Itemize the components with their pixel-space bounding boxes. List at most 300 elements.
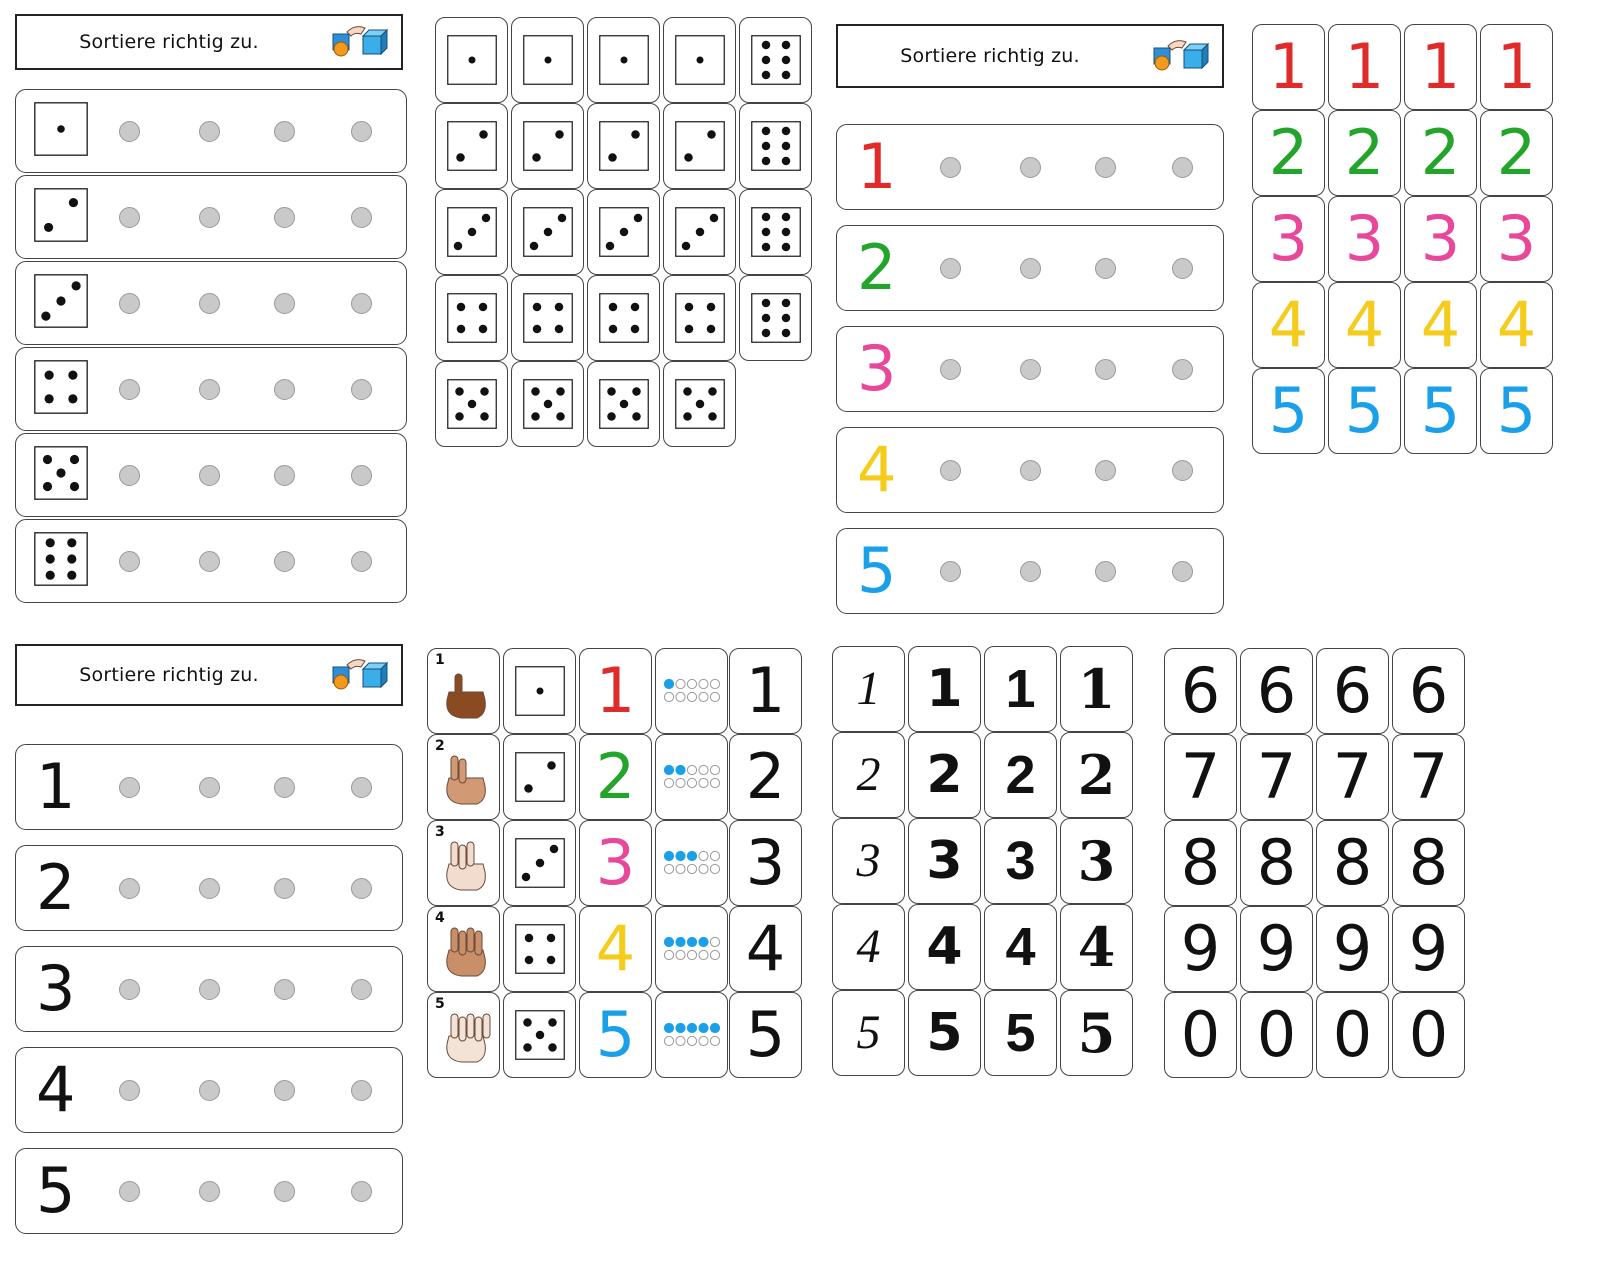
die-pip <box>708 387 717 396</box>
die-6-icon <box>751 207 801 257</box>
die-pip <box>781 314 790 323</box>
finger-card[interactable] <box>427 820 500 906</box>
handwriting-number-card[interactable] <box>984 904 1057 990</box>
colored-number-card[interactable] <box>1328 196 1401 282</box>
die-pip <box>548 1018 557 1027</box>
slot-circle[interactable] <box>940 258 961 279</box>
die-pip <box>781 41 790 50</box>
slot-circle[interactable] <box>199 878 220 899</box>
slot-circle[interactable] <box>199 777 220 798</box>
ten-frame-dot <box>687 950 696 959</box>
colored-number-card[interactable] <box>579 992 652 1078</box>
slot-circle[interactable] <box>119 293 140 314</box>
finger-count: 1 <box>435 652 445 668</box>
slot-circle[interactable] <box>119 207 140 228</box>
slot-circle[interactable] <box>274 979 295 1000</box>
die-pip <box>453 242 462 251</box>
colored-number-card[interactable] <box>1404 196 1477 282</box>
slot-circle[interactable] <box>351 878 372 899</box>
card-number: 1 <box>1268 30 1309 103</box>
handwriting-number-card[interactable] <box>984 990 1057 1076</box>
slot-circle[interactable] <box>351 207 372 228</box>
colored-number-card[interactable] <box>1480 110 1553 196</box>
plain-number-card[interactable] <box>729 992 802 1078</box>
slot-circle[interactable] <box>119 777 140 798</box>
die-pip <box>549 845 558 854</box>
die-5-icon <box>675 379 725 429</box>
hand-5-fingers-icon <box>433 1004 495 1066</box>
slot-circle[interactable] <box>940 460 961 481</box>
blocks-icon-graphic <box>1148 34 1212 74</box>
die-2-icon <box>515 752 565 802</box>
ten-frame-card[interactable] <box>655 648 728 734</box>
colored-number-card[interactable] <box>1480 24 1553 110</box>
slot-circle[interactable] <box>1172 561 1193 582</box>
die-pip <box>72 281 81 290</box>
dice-row-4[interactable] <box>15 347 407 431</box>
die-pip <box>761 243 770 252</box>
slot-circle[interactable] <box>274 777 295 798</box>
number-card-9[interactable] <box>1164 906 1237 992</box>
slot-circle[interactable] <box>119 551 140 572</box>
handwriting-number-card[interactable] <box>908 732 981 818</box>
row-number: 3 <box>857 332 897 405</box>
slot-circle[interactable] <box>119 1080 140 1101</box>
colored-number-card[interactable] <box>1480 368 1553 454</box>
die-pip <box>607 412 616 421</box>
slot-circle[interactable] <box>199 1181 220 1202</box>
die-1-icon <box>599 35 649 85</box>
plain-row-3[interactable] <box>15 946 403 1032</box>
hand-1-fingers-icon <box>433 660 495 722</box>
handwriting-number-card[interactable] <box>984 818 1057 904</box>
slot-circle[interactable] <box>199 293 220 314</box>
slot-circle[interactable] <box>1020 157 1041 178</box>
handwriting-number-card[interactable] <box>984 646 1057 732</box>
hand-placing-blocks-icon <box>327 653 391 697</box>
die-card[interactable] <box>503 648 576 734</box>
die-card-6[interactable] <box>739 17 812 103</box>
slot-circle[interactable] <box>1095 258 1116 279</box>
card-number: 5 <box>856 1006 881 1059</box>
die-card[interactable] <box>503 992 576 1078</box>
die-card-2[interactable] <box>663 103 736 189</box>
card-number: 5 <box>1005 1003 1036 1063</box>
handwriting-number-card[interactable] <box>832 646 905 732</box>
slot-circle[interactable] <box>351 293 372 314</box>
die-card-2[interactable] <box>587 103 660 189</box>
card-number: 5 <box>745 998 786 1071</box>
slot-circle[interactable] <box>119 1181 140 1202</box>
colored-row-5[interactable] <box>836 528 1224 614</box>
die-card-5[interactable] <box>511 361 584 447</box>
handwriting-number-card[interactable] <box>1060 732 1133 818</box>
die-pip <box>523 1043 532 1052</box>
slot-circle[interactable] <box>940 359 961 380</box>
number-card-9[interactable] <box>1316 906 1389 992</box>
finger-card[interactable] <box>427 734 500 820</box>
number-card-7[interactable] <box>1392 734 1465 820</box>
handwriting-number-card[interactable] <box>1060 904 1133 990</box>
handwriting-number-card[interactable] <box>908 990 981 1076</box>
die-pip <box>706 325 715 334</box>
die-pip <box>532 153 541 162</box>
finger-card[interactable] <box>427 648 500 734</box>
handwriting-number-card[interactable] <box>832 990 905 1076</box>
card-number: 3 <box>1077 829 1116 893</box>
card-number: 2 <box>1420 116 1461 189</box>
handwriting-number-card[interactable] <box>984 732 1057 818</box>
colored-row-1[interactable] <box>836 124 1224 210</box>
card-number: 6 <box>1408 654 1449 727</box>
slot-circle[interactable] <box>199 379 220 400</box>
plain-row-2[interactable] <box>15 845 403 931</box>
die-6-icon <box>751 35 801 85</box>
card-number: 3 <box>856 834 881 887</box>
slot-circle[interactable] <box>940 157 961 178</box>
finger-card[interactable] <box>427 906 500 992</box>
die-4-icon <box>515 924 565 974</box>
slot-circle[interactable] <box>119 465 140 486</box>
number-card-6[interactable] <box>1316 648 1389 734</box>
card-number: 1 <box>926 659 963 719</box>
colored-number-card[interactable] <box>579 734 652 820</box>
ten-frame-dot <box>710 679 719 688</box>
number-card-7[interactable] <box>1164 734 1237 820</box>
slot-circle[interactable] <box>1095 460 1116 481</box>
slot-circle[interactable] <box>274 551 295 572</box>
ten-frame-card[interactable] <box>655 992 728 1078</box>
header-plain-sort <box>15 644 403 706</box>
slot-circle[interactable] <box>274 379 295 400</box>
die-pip <box>761 127 770 136</box>
card-number: 0 <box>1180 998 1221 1071</box>
colored-number-card[interactable] <box>579 820 652 906</box>
finger-count: 4 <box>435 910 445 926</box>
die-card-3[interactable] <box>511 189 584 275</box>
slot-circle[interactable] <box>1095 561 1116 582</box>
die-card-3[interactable] <box>435 189 508 275</box>
ten-frame-card[interactable] <box>655 820 728 906</box>
die-pip <box>531 387 540 396</box>
card-number: 1 <box>1005 659 1036 719</box>
plain-number-card[interactable] <box>729 820 802 906</box>
number-card-8[interactable] <box>1164 820 1237 906</box>
card-number: 6 <box>1332 654 1373 727</box>
ten-frame-dot <box>675 692 684 701</box>
die-pip <box>455 387 464 396</box>
ten-frame-dot <box>675 950 684 959</box>
handwriting-number-card[interactable] <box>908 646 981 732</box>
plain-number-card[interactable] <box>729 906 802 992</box>
finger-card[interactable] <box>427 992 500 1078</box>
slot-circle[interactable] <box>119 121 140 142</box>
slot-circle[interactable] <box>1020 359 1041 380</box>
number-card-0[interactable] <box>1392 992 1465 1078</box>
number-card-7[interactable] <box>1316 734 1389 820</box>
slot-circle[interactable] <box>274 207 295 228</box>
number-card-6[interactable] <box>1392 648 1465 734</box>
die-card-1[interactable] <box>435 17 508 103</box>
slot-circle[interactable] <box>351 1181 372 1202</box>
dice-row-6[interactable] <box>15 519 407 603</box>
number-card-6[interactable] <box>1164 648 1237 734</box>
die-card-3[interactable] <box>663 189 736 275</box>
die-card-4[interactable] <box>663 275 736 361</box>
dice-row-5[interactable] <box>15 433 407 517</box>
slot-circle[interactable] <box>199 551 220 572</box>
slot-circle[interactable] <box>274 1181 295 1202</box>
colored-number-card[interactable] <box>1252 282 1325 368</box>
number-card-9[interactable] <box>1392 906 1465 992</box>
die-card-6[interactable] <box>739 189 812 275</box>
die-pip <box>608 303 617 312</box>
plain-row-4[interactable] <box>15 1047 403 1133</box>
colored-number-card[interactable] <box>1480 282 1553 368</box>
die-card-5[interactable] <box>587 361 660 447</box>
card-number: 2 <box>1005 745 1036 805</box>
colored-number-card[interactable] <box>1404 368 1477 454</box>
handwriting-number-card[interactable] <box>908 904 981 990</box>
card-number: 2 <box>926 745 963 805</box>
slot-circle[interactable] <box>1020 258 1041 279</box>
instruction-text: Sortiere richtig zu. <box>79 664 259 686</box>
number-card-0[interactable] <box>1240 992 1313 1078</box>
row-number: 4 <box>857 433 897 506</box>
number-card-6[interactable] <box>1240 648 1313 734</box>
slot-circle[interactable] <box>274 293 295 314</box>
slot-circle[interactable] <box>351 979 372 1000</box>
die-face <box>34 360 88 418</box>
card-number: 9 <box>1332 912 1373 985</box>
slot-circle[interactable] <box>1020 460 1041 481</box>
handwriting-number-card[interactable] <box>832 818 905 904</box>
die-card[interactable] <box>503 906 576 992</box>
die-pip <box>607 387 616 396</box>
number-card-7[interactable] <box>1240 734 1313 820</box>
die-card-2[interactable] <box>435 103 508 189</box>
die-card[interactable] <box>503 820 576 906</box>
die-card-1[interactable] <box>663 17 736 103</box>
ten-frame-dot <box>664 679 673 688</box>
die-card-6[interactable] <box>739 103 812 189</box>
handwriting-number-card[interactable] <box>908 818 981 904</box>
colored-number-card[interactable] <box>1328 24 1401 110</box>
ten-frame-dot <box>698 950 707 959</box>
colored-row-4[interactable] <box>836 427 1224 513</box>
die-card-4[interactable] <box>511 275 584 361</box>
plain-number-card[interactable] <box>729 734 802 820</box>
die-pip <box>709 214 718 223</box>
ten-frame-icon <box>663 764 721 790</box>
card-number: 3 <box>1344 202 1385 275</box>
card-number: 7 <box>1408 740 1449 813</box>
die-4-icon <box>34 360 88 414</box>
number-card-0[interactable] <box>1164 992 1237 1078</box>
colored-number-card[interactable] <box>579 906 652 992</box>
die-card-5[interactable] <box>435 361 508 447</box>
ten-frame-dot <box>664 851 673 860</box>
slot-circle[interactable] <box>199 465 220 486</box>
colored-number-card[interactable] <box>1480 196 1553 282</box>
number-card-0[interactable] <box>1316 992 1389 1078</box>
slot-circle[interactable] <box>274 121 295 142</box>
slot-circle[interactable] <box>1172 460 1193 481</box>
header-dice-sort <box>15 14 403 70</box>
die-pip <box>761 213 770 222</box>
row-number: 1 <box>36 750 76 823</box>
die-pip <box>456 303 465 312</box>
die-pip <box>524 934 533 943</box>
blocks-icon-graphic <box>327 20 391 60</box>
dice-row-1[interactable] <box>15 89 407 173</box>
card-number: 4 <box>1344 288 1385 361</box>
card-number: 1 <box>1420 30 1461 103</box>
die-pip <box>761 299 770 308</box>
slot-circle[interactable] <box>1095 157 1116 178</box>
die-pip <box>708 412 717 421</box>
slot-circle[interactable] <box>199 121 220 142</box>
colored-row-2[interactable] <box>836 225 1224 311</box>
slot-circle[interactable] <box>1020 561 1041 582</box>
die-pip <box>524 956 533 965</box>
dice-row-3[interactable] <box>15 261 407 345</box>
die-pip <box>761 71 770 80</box>
ten-frame-card[interactable] <box>655 906 728 992</box>
die-5-icon <box>523 379 573 429</box>
colored-row-3[interactable] <box>836 326 1224 412</box>
number-card-8[interactable] <box>1392 820 1465 906</box>
die-pip <box>631 130 640 139</box>
die-card[interactable] <box>503 734 576 820</box>
slot-circle[interactable] <box>119 979 140 1000</box>
card-number: 5 <box>1268 374 1309 447</box>
die-pip <box>632 387 641 396</box>
die-pip <box>46 538 55 547</box>
slot-circle[interactable] <box>274 465 295 486</box>
die-card-4[interactable] <box>587 275 660 361</box>
ten-frame-dot <box>664 765 673 774</box>
die-face <box>34 446 88 504</box>
slot-circle[interactable] <box>119 878 140 899</box>
slot-circle[interactable] <box>199 207 220 228</box>
die-pip <box>696 57 703 64</box>
number-card-8[interactable] <box>1240 820 1313 906</box>
die-pip <box>521 873 530 882</box>
colored-number-card[interactable] <box>579 648 652 734</box>
colored-number-card[interactable] <box>1252 24 1325 110</box>
card-number: 4 <box>745 912 786 985</box>
die-card-3[interactable] <box>587 189 660 275</box>
card-number: 4 <box>1420 288 1461 361</box>
die-pip <box>761 329 770 338</box>
die-card-5[interactable] <box>663 361 736 447</box>
die-pip <box>43 482 52 491</box>
plain-number-card[interactable] <box>729 648 802 734</box>
colored-number-card[interactable] <box>1328 282 1401 368</box>
die-card-1[interactable] <box>511 17 584 103</box>
die-pip <box>529 242 538 251</box>
colored-number-card[interactable] <box>1404 24 1477 110</box>
card-number: 0 <box>1332 998 1373 1071</box>
die-3-icon <box>675 207 725 257</box>
slot-circle[interactable] <box>119 379 140 400</box>
die-5-icon <box>515 1010 565 1060</box>
die-pip <box>683 412 692 421</box>
number-card-8[interactable] <box>1316 820 1389 906</box>
dice-row-2[interactable] <box>15 175 407 259</box>
die-pip <box>548 1043 557 1052</box>
row-number: 2 <box>857 231 897 304</box>
slot-circle[interactable] <box>351 1080 372 1101</box>
number-card-9[interactable] <box>1240 906 1313 992</box>
ten-frame-dot <box>687 692 696 701</box>
die-pip <box>535 1031 544 1040</box>
colored-number-card[interactable] <box>1252 368 1325 454</box>
slot-circle[interactable] <box>199 1080 220 1101</box>
slot-circle[interactable] <box>351 379 372 400</box>
slot-circle[interactable] <box>351 777 372 798</box>
handwriting-number-card[interactable] <box>1060 646 1133 732</box>
die-card-6[interactable] <box>739 275 812 361</box>
colored-number-card[interactable] <box>1404 282 1477 368</box>
colored-number-card[interactable] <box>1404 110 1477 196</box>
die-pip <box>543 400 552 409</box>
slot-circle[interactable] <box>1172 258 1193 279</box>
card-number: 2 <box>1077 743 1116 807</box>
colored-number-card[interactable] <box>1252 196 1325 282</box>
die-card-1[interactable] <box>587 17 660 103</box>
handwriting-number-card[interactable] <box>832 732 905 818</box>
die-card-2[interactable] <box>511 103 584 189</box>
ten-frame-dot <box>710 851 719 860</box>
ten-frame-card[interactable] <box>655 734 728 820</box>
plain-row-1[interactable] <box>15 744 403 830</box>
slot-circle[interactable] <box>274 1080 295 1101</box>
ten-frame-dot <box>698 937 707 946</box>
slot-circle[interactable] <box>351 465 372 486</box>
die-pip <box>536 688 543 695</box>
card-number: 2 <box>1496 116 1537 189</box>
slot-circle[interactable] <box>1172 157 1193 178</box>
card-number: 3 <box>926 831 963 891</box>
slot-circle[interactable] <box>1095 359 1116 380</box>
card-number: 7 <box>1180 740 1221 813</box>
plain-row-5[interactable] <box>15 1148 403 1234</box>
handwriting-number-card[interactable] <box>1060 818 1133 904</box>
handwriting-number-card[interactable] <box>1060 990 1133 1076</box>
colored-number-card[interactable] <box>1328 110 1401 196</box>
slot-circle[interactable] <box>351 551 372 572</box>
colored-number-card[interactable] <box>1328 368 1401 454</box>
card-number: 5 <box>926 1003 963 1063</box>
ten-frame-dot <box>698 765 707 774</box>
colored-number-card[interactable] <box>1252 110 1325 196</box>
slot-circle[interactable] <box>940 561 961 582</box>
handwriting-number-card[interactable] <box>832 904 905 990</box>
ten-frame-dot <box>710 1036 719 1045</box>
slot-circle[interactable] <box>274 878 295 899</box>
die-pip <box>695 400 704 409</box>
die-1-icon <box>523 35 573 85</box>
hand-placing-blocks-icon <box>327 20 391 64</box>
slot-circle[interactable] <box>351 121 372 142</box>
slot-circle[interactable] <box>199 979 220 1000</box>
die-pip <box>478 325 487 334</box>
die-card-4[interactable] <box>435 275 508 361</box>
slot-circle[interactable] <box>1172 359 1193 380</box>
ten-frame-dot <box>698 1023 707 1032</box>
